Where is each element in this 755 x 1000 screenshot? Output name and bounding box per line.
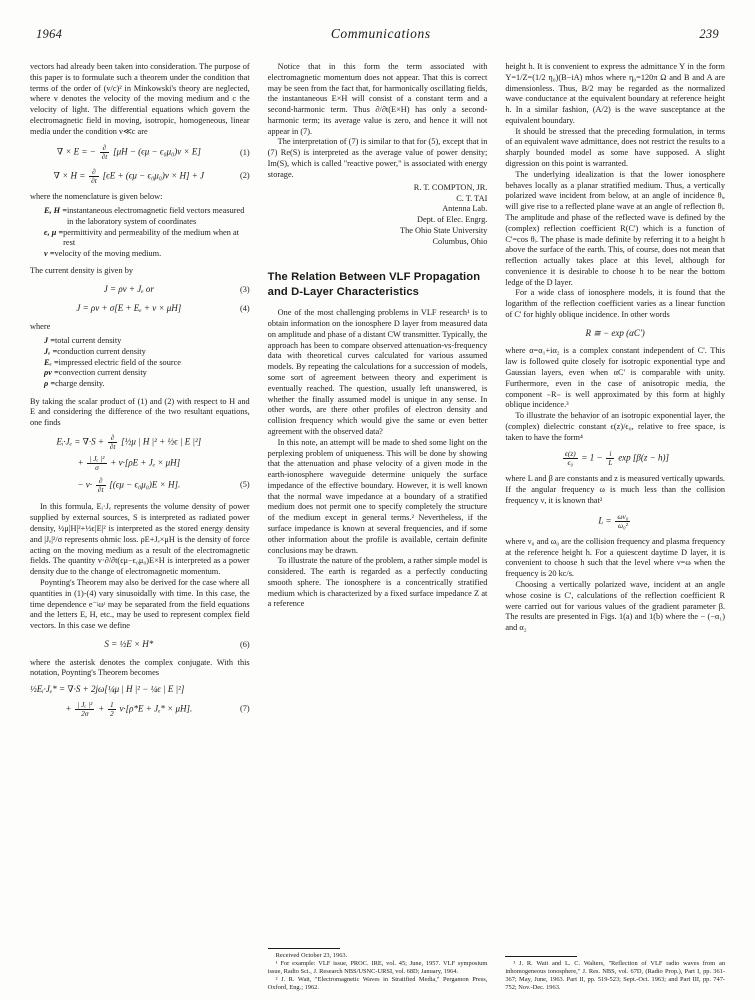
eq7-l2-plus: +	[65, 703, 72, 714]
equation-7-line-1	[30, 684, 250, 696]
signature-author-1: R. T. COMPTON, JR.	[413, 182, 488, 192]
c3-paragraph-4: For a wide class of ionosphere models, it is found that the logarithm of the reflection coefficient varies as a linear function of C' for highly oblique incidence. In other words	[505, 288, 726, 319]
eq-L-numerator: ων₀	[617, 512, 629, 522]
eq1-number: (1)	[239, 147, 250, 157]
c1-nomenclature-lead: where the nomenclature is given below:	[30, 191, 163, 201]
definition-term: ϵ, μ =	[44, 227, 64, 237]
eq-eps-fraction-2	[606, 450, 614, 467]
eq5-l1-fraction	[108, 434, 118, 451]
author-signature-block	[268, 183, 488, 249]
eq-L-denominator: ω₀²	[615, 521, 630, 530]
footnote-rule	[268, 948, 340, 949]
equation-reflection-coefficient	[505, 328, 725, 340]
eq3-number: (3)	[239, 285, 250, 295]
c3-paragraph-3: The underlying idealization is that the lower ionosphere behaves locally as a planar stratified medium. Thus, a vertically polarized wave incident from below, at an angle of incidence θᵢ, will give rise to a reflected plane wave at an angle of reflection θᵢ. The amplitude and phase of the reflected wave is defined by the (complex) reflection coefficient R(C') which is a function of C'=cos θᵢ. The phase is made definite by referring it to a height h above the surface of the earth. This, of course, does not mean that reflection actually takes place at this level, although for convenience it is desirable to choose h to be near the bottom ledge of the D layer.	[505, 169, 726, 287]
eq3-body: J = ρv + Jₑ or	[103, 284, 154, 295]
definition-term: ρ =	[44, 378, 56, 388]
column-container	[30, 62, 725, 992]
equation-4	[30, 303, 250, 315]
c2-paragraph-1: Notice that in this form the term associated with electromagnetic momentum does not appear. That this is correct may be seen from the fact that, for harmonically oscillating fields, the instantaneous E×H will consist of a constant term and a second-harmonic term. Thus ∂/∂t(E×H) has only a second-harmonic term; its average value is zero, and hence it will not appear in (7).	[267, 62, 488, 136]
eq5-number: (5)	[239, 480, 250, 490]
eq5-l3-fraction	[96, 477, 106, 494]
c3-paragraph-2: It should be stressed that the preceding formulation, in terms of an equivalent wave admittance, does not restrict the results to a sharply bounded model as some have supposed. A slight digression on this point is warranted.	[505, 126, 726, 169]
eq5-l2-plus: +	[77, 457, 84, 468]
footnote-1: ¹ For example: VLF issue, PROC. IRE, vol. 45; June, 1957. VLF symposium issue, Radio Sci., J. Research NBS/USNC-URSI, vol. 68D; January, 1964.	[267, 960, 488, 976]
c3-paragraph-8: where ν₀ and ω₀ are the collision frequency and plasma frequency at the reference height h. For a quiescent daytime D layer, it is convenient to choose h such that the level where ν=ω when the frequency is 20 kc/s.	[505, 536, 726, 579]
definition-term: E, H =	[44, 206, 67, 216]
running-head	[36, 26, 719, 42]
definition-item	[44, 249, 250, 260]
eq2-rhs: [ϵE + (ϵμ − ϵ₀μ₀)v × H] + J	[102, 170, 205, 181]
definition-item	[44, 358, 250, 369]
definition-desc: impressed electric field of the source	[58, 357, 181, 367]
eq5-l2-denominator: σ	[87, 463, 106, 472]
c3-paragraph-6: To illustrate the behavior of an isotropic exponential layer, the (complex) dielectric constant ϵ(z)/ϵ₀, relative to free space, is taken to have the form⁴	[505, 411, 726, 442]
c1-current-density-lead: The current density is given by	[30, 266, 133, 276]
eq5-l2-fraction	[87, 455, 106, 472]
eq2-lhs: ∇ × H =	[53, 170, 86, 181]
eq4-body: J = ρv + σ[E + Eₑ + v × μH]	[76, 302, 182, 313]
signature-affiliation-2: Dept. of Elec. Engrg.	[416, 215, 488, 225]
definition-desc: permittivity and permeability of the medium when at rest	[63, 227, 239, 248]
c1-paragraph-5: where the asterisk denotes the complex conjugate. With this notation, Poynting's Theorem becomes	[30, 657, 250, 678]
eq5-l1-denominator: ∂t	[109, 441, 116, 451]
c3-paragraph-1: height h. It is convenient to express the admittance Y in the form Y=1/Z=(1/2 η₀)(B−iA) mhos where η₀=120π Ω and B and A are dimensionless. Thus, B/2 may be regarded as the normalized wave conductance at the equivalent boundary at reference height h. In a similar fashion, (A/2) is the wave susceptance at the equivalent boundary.	[505, 62, 726, 125]
eq5-l1-lhs: Eᵢ·Jₑ = ∇·S +	[56, 436, 104, 447]
eq-eps-numerator-1: ϵ(z)	[564, 449, 576, 459]
eq-R-body: R ≅ − exp (αC')	[585, 327, 645, 338]
definition-item	[44, 379, 250, 390]
eq1-fraction	[100, 144, 110, 161]
eq-eps-fraction-1	[563, 450, 578, 467]
eq6-number: (6)	[239, 639, 250, 649]
c2-paragraph-5: To illustrate the nature of the problem, a rather simple model is considered. The earth is regarded as a perfectly conducting smooth sphere. The ionosphere is a concentrically stratified medium which is characterized by a fixed surface impedance Z at a reference	[267, 556, 488, 609]
definition-item	[44, 347, 250, 358]
eq7-l1: ½Eᵢ·Jₑ* = ∇·S + 2jω[¼μ | H |² − ¼ϵ | E |²]	[30, 684, 185, 695]
eq2-denominator: ∂t	[91, 175, 97, 185]
article-title: The Relation Between VLF Propagation and D-Layer Characteristics	[267, 271, 481, 298]
c3-paragraph-5: where α=α₁+iα₂ is a complex constant independent of C'. This law is followed quite closely for isotropic exponential type and Gaussian layers, even when αC' is comparable with unity. Furthermore, even in the case of anisotropic media, the component ₌R₌ is well approximated by this form at highly oblique incidence.³	[505, 346, 726, 410]
eq1-numerator: ∂	[102, 143, 107, 153]
signature-affiliation-1: Antenna Lab.	[442, 204, 488, 214]
definition-term: J =	[44, 336, 55, 346]
eq-eps-rhs-2: exp [β(z − h)]	[618, 452, 669, 463]
footnote-3: ³ J. R. Wait and L. C. Walters, "Reflection of VLF radio waves from an inhomogeneous ionosphere," J. Res. NBS, vol. 67D, (Radio Prop.), Part I, pp. 361-367; May, June, 1963. Part II, pp. 519-523; Sept.-Oct. 1963; and Part III, pp. 747-752; Nov.-Dec. 1963.	[505, 960, 726, 992]
definition-desc: convection current density	[58, 368, 147, 378]
c1-paragraph-1: vectors had already been taken into consideration. The purpose of this paper is to formulate such a theorem under the condition that terms of the order of (v/c)² in Minkowski's theory are neglected, where v denotes the velocity of the moving medium and c the velocity of light. The differential equations which govern the electromagnetic field in moving, isotropic, homogeneous, linear media under the condition v≪c are	[30, 62, 250, 136]
eq7-l2-numerator-1: | Jₑ |²	[77, 699, 93, 709]
equation-1	[30, 144, 250, 161]
column-2	[268, 62, 488, 992]
eq-L-lhs: L =	[598, 515, 612, 526]
equation-7-line-2	[30, 701, 250, 718]
c2-paragraph-2: The interpretation of (7) is similar to that for (5), except that in (7) Re(S) is interpreted as the average value of power density; Im(S), which is called "reactive power," is associated with energy storage.	[267, 137, 488, 179]
eq2-number: (2)	[239, 171, 250, 181]
nomenclature-list-2	[30, 336, 250, 389]
eq7-l2-rhs: v·[ρ*E + Jₑ* × μH].	[119, 703, 193, 714]
eq7-l2-fraction-1	[75, 701, 94, 718]
footnote-2: ² J. R. Wait, "Electromagnetic Waves in Stratified Media," Pergamon Press, Oxford, Eng.; 1962.	[267, 976, 488, 992]
c3-paragraph-7: where L and β are constants and z is measured vertically upwards. If the angular frequency ω is much less than the collision frequency ν, it is known that²	[505, 474, 726, 505]
definition-desc: instantaneous electromagnetic field vectors measured in the laboratory system of coordinates	[66, 206, 245, 226]
eq1-denominator: ∂t	[101, 152, 108, 162]
definition-desc: charge density.	[55, 378, 105, 388]
eq2-fraction	[89, 168, 99, 185]
definition-item	[44, 336, 250, 347]
equation-5-line-1	[30, 434, 250, 451]
equation-dielectric-constant	[505, 450, 725, 467]
eq7-l2-mid: +	[98, 703, 105, 714]
eq1-lhs: ∇ × E = −	[56, 146, 96, 157]
footnote-rule	[505, 956, 577, 957]
definition-term: v =	[44, 248, 55, 258]
definition-desc: velocity of the moving medium.	[54, 248, 162, 258]
eq5-l3-numerator: ∂	[98, 475, 103, 485]
eq4-number: (4)	[239, 303, 250, 313]
equation-L	[505, 513, 725, 530]
c1-paragraph-2: By taking the scalar product of (1) and (2) with respect to H and E and considering the difference of the two resultant equations, one finds	[30, 396, 250, 428]
c1-where-label: where	[30, 321, 51, 331]
definition-item	[44, 206, 250, 227]
footnote-block-column-3	[505, 956, 725, 992]
definition-item	[44, 368, 250, 379]
eq7-number: (7)	[239, 704, 250, 714]
footnote-received: Received October 23, 1963.	[275, 952, 348, 960]
definition-desc: total current density	[54, 336, 122, 346]
eq5-l2-numerator: | Jₑ |²	[89, 454, 105, 464]
eq-L-fraction	[615, 513, 630, 530]
equation-5-line-3	[30, 477, 250, 494]
signature-author-2: C. T. TAI	[456, 193, 488, 203]
equation-3	[30, 284, 250, 296]
eq-eps-denominator-2: L	[608, 458, 613, 468]
eq-eps-numerator-2: i	[609, 449, 612, 459]
eq7-l2-numerator-2: 1	[109, 699, 114, 709]
nomenclature-list-1	[30, 206, 250, 259]
eq2-numerator: ∂	[92, 167, 96, 176]
column-1	[30, 62, 250, 992]
signature-affiliation-3: The Ohio State University	[400, 226, 488, 236]
eq5-l1-rhs: [½μ | H |² + ½ϵ | E |²]	[121, 436, 202, 447]
definition-term: Jₑ =	[44, 347, 58, 357]
definition-desc: conduction current density	[57, 347, 146, 357]
c1-paragraph-4: Poynting's Theorem may also be derived for the case where all quantities in (1)-(4) vary sinusoidally with time. In this case, the time dependence e⁻ʲωᵗ may be separated from the field equations and the letters E, H, etc., may be used to represent complex field vectors. In this case we define	[30, 577, 250, 631]
running-head-page-number: 239	[699, 27, 719, 41]
equation-2	[30, 168, 250, 185]
running-head-year: 1964	[36, 27, 63, 41]
eq6-body: S = ½E × H*	[104, 638, 154, 649]
eq5-l2-rhs: + v·[ρE + Jₑ × μH]	[110, 457, 181, 468]
running-head-section: Communications	[330, 26, 431, 41]
eq5-l3-denominator: ∂t	[97, 484, 104, 494]
eq-eps-rhs-1: = 1 −	[581, 452, 603, 463]
eq5-l3-minus: − v·	[77, 479, 93, 490]
c3-paragraph-9: Choosing a vertically polarized wave, incident at an angle whose cosine is C', calculations of the reflection coefficient R were carried out for various values of the gradient parameter β. The results are presented in Figs. 1(a) and 1(b) where the − (−α₁) and α₂	[505, 580, 726, 633]
eq7-l2-fraction-2	[108, 701, 116, 718]
column-3	[505, 62, 725, 992]
c2-paragraph-3: One of the most challenging problems in VLF research¹ is to obtain information on the ionosphere D layer from measured data on amplitude and phase of a distant CW transmitter. Typically, the approach has been to compare observed attenuation-vs-frequency data with theoretical curves calculated for various assumed models. By repeating the calculations for a succession of models, some sort of agreement between theory and experiment is eventually reached. The question, usually left unanswered, is whether the finally assumed model is unique in any sense. In other words, are there other profiles of electron density and collision frequency which would give the same or even better agreement with the observed data?	[267, 308, 488, 436]
c2-paragraph-4: In this note, an attempt will be made to shed some light on the perplexing problem of uniqueness. This will be done by showing that the attenuation and phase velocity of a given mode in the earth-ionosphere waveguide determine uniquely the surface impedance of the effective boundary. However, it is well known that the normal wave impedance at a boundary of a stratified medium does not permit one to specify completely the structure of the medium except in general terms.² Nevertheless, if the surface impedance is known at several frequencies, and if some other information about the profile is available, certain definite conclusions may be drawn.	[267, 437, 488, 555]
c1-paragraph-3: In this formula, Eᵢ·Jₑ represents the volume density of power supplied by external sources, S is interpreted as radiated power density, ½μ|H|²+½ϵ|E|² is interpreted as the stored energy density and |Jₑ|²/σ represents ohmic loss. ρE+Jₑ×μH is the density of force acting on the moving medium as a result of the electromagnetic fields. The quantity v·∂/∂t(ϵμ−ϵ₀μ₀)E×H is interpreted as a power density due to the change of electromagnetic momentum.	[30, 502, 250, 577]
footnote-block-column-2	[268, 948, 488, 992]
equation-5-line-2	[30, 455, 250, 472]
definition-term: ρv =	[44, 368, 59, 378]
eq7-l2-denominator-2: 2	[109, 708, 114, 718]
eq1-rhs: [μH − (ϵμ − ϵ₀μ₀)v × E]	[113, 146, 201, 157]
definition-item	[44, 228, 250, 249]
eq-eps-denominator-1: ϵ₀	[563, 458, 578, 467]
eq5-l3-rhs: [(ϵμ − ϵ₀μ₀)E × H].	[109, 479, 181, 490]
equation-6	[30, 639, 250, 651]
eq5-l1-numerator: ∂	[110, 432, 115, 442]
signature-affiliation-4: Columbus, Ohio	[432, 237, 488, 247]
eq7-l2-denominator-1: 2σ	[75, 709, 94, 718]
definition-term: Eₑ =	[44, 357, 59, 367]
